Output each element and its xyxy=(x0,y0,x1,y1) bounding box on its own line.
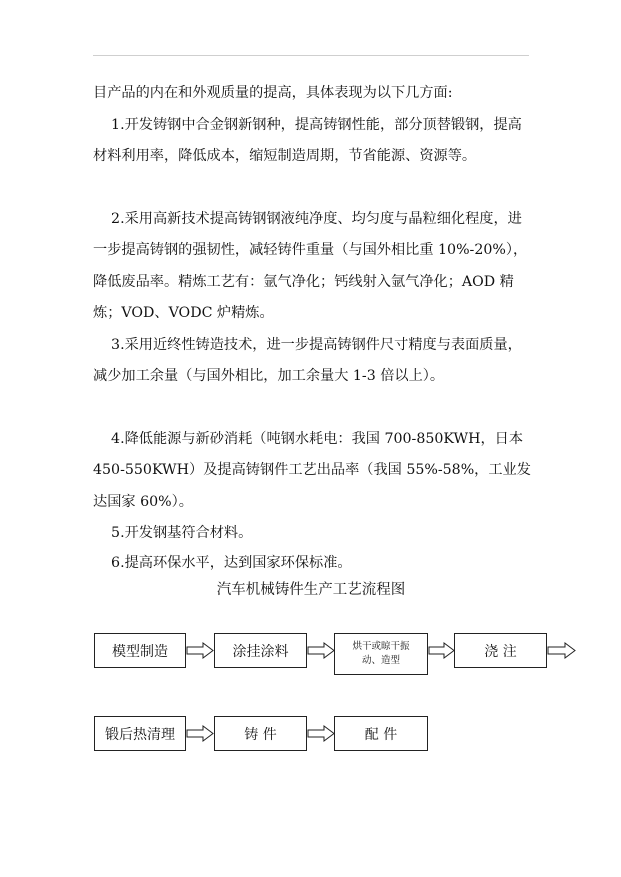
flow-step-parts: 配 件 xyxy=(334,716,428,751)
flow-step-model-making: 模型制造 xyxy=(94,633,186,668)
paragraph-item-6: 6.提高环保水平，达到国家环保标准。 xyxy=(93,555,352,571)
arrow-right-icon xyxy=(187,643,213,658)
arrow-right-icon xyxy=(308,726,334,741)
paragraph-intro: 目产品的内在和外观质量的提高，具体表现为以下几方面: xyxy=(93,85,453,101)
paragraph-item-3: 3.采用近终性铸造技术，进一步提高铸钢件尺寸精度与表面质量，减少加工余量（与国外相比，加工余量大 1-3 倍以上）。 xyxy=(93,337,522,385)
paragraph-item-5: 5.开发钢基符合材料。 xyxy=(93,525,253,541)
arrow-right-icon xyxy=(548,643,575,658)
paragraph-item-4: 4.降低能源与新砂消耗（吨钢水耗电：我国 700-850KWH，日本 450-550KWH）及提高铸钢件工艺出品率（我国 55%-58%，工业发达国家 60%）。 xyxy=(93,431,531,510)
flow-step-pouring: 浇 注 xyxy=(454,633,547,668)
flow-step-drying-molding: 烘干或晾干振 动、造型 xyxy=(334,633,428,675)
paragraph-item-2: 2.采用高新技术提高铸钢钢液纯净度、均匀度与晶粒细化程度，进一步提高铸钢的强韧性，减轻铸件重量（与国外相比重 10%-20%），降低废品率。精炼工艺有：氩气净化；钙线射入氩气净化；AOD 精炼；VOD、VODC 炉精炼。 xyxy=(93,211,528,322)
arrow-right-icon xyxy=(308,643,334,658)
arrow-right-icon xyxy=(187,726,213,741)
paragraph-item-1: 1.开发铸钢中合金钢新钢种，提高铸钢性能，部分顶替锻钢，提高材料利用率，降低成本，缩短制造周期，节省能源、资源等。 xyxy=(93,117,522,165)
arrow-right-icon xyxy=(429,643,454,658)
flow-step-coating: 涂挂涂料 xyxy=(214,633,307,668)
flow-step-cleaning: 锻后热清理 xyxy=(94,716,186,751)
flow-step-casting: 铸 件 xyxy=(214,716,307,751)
flowchart-title: 汽车机械铸件生产工艺流程图 xyxy=(216,582,406,598)
